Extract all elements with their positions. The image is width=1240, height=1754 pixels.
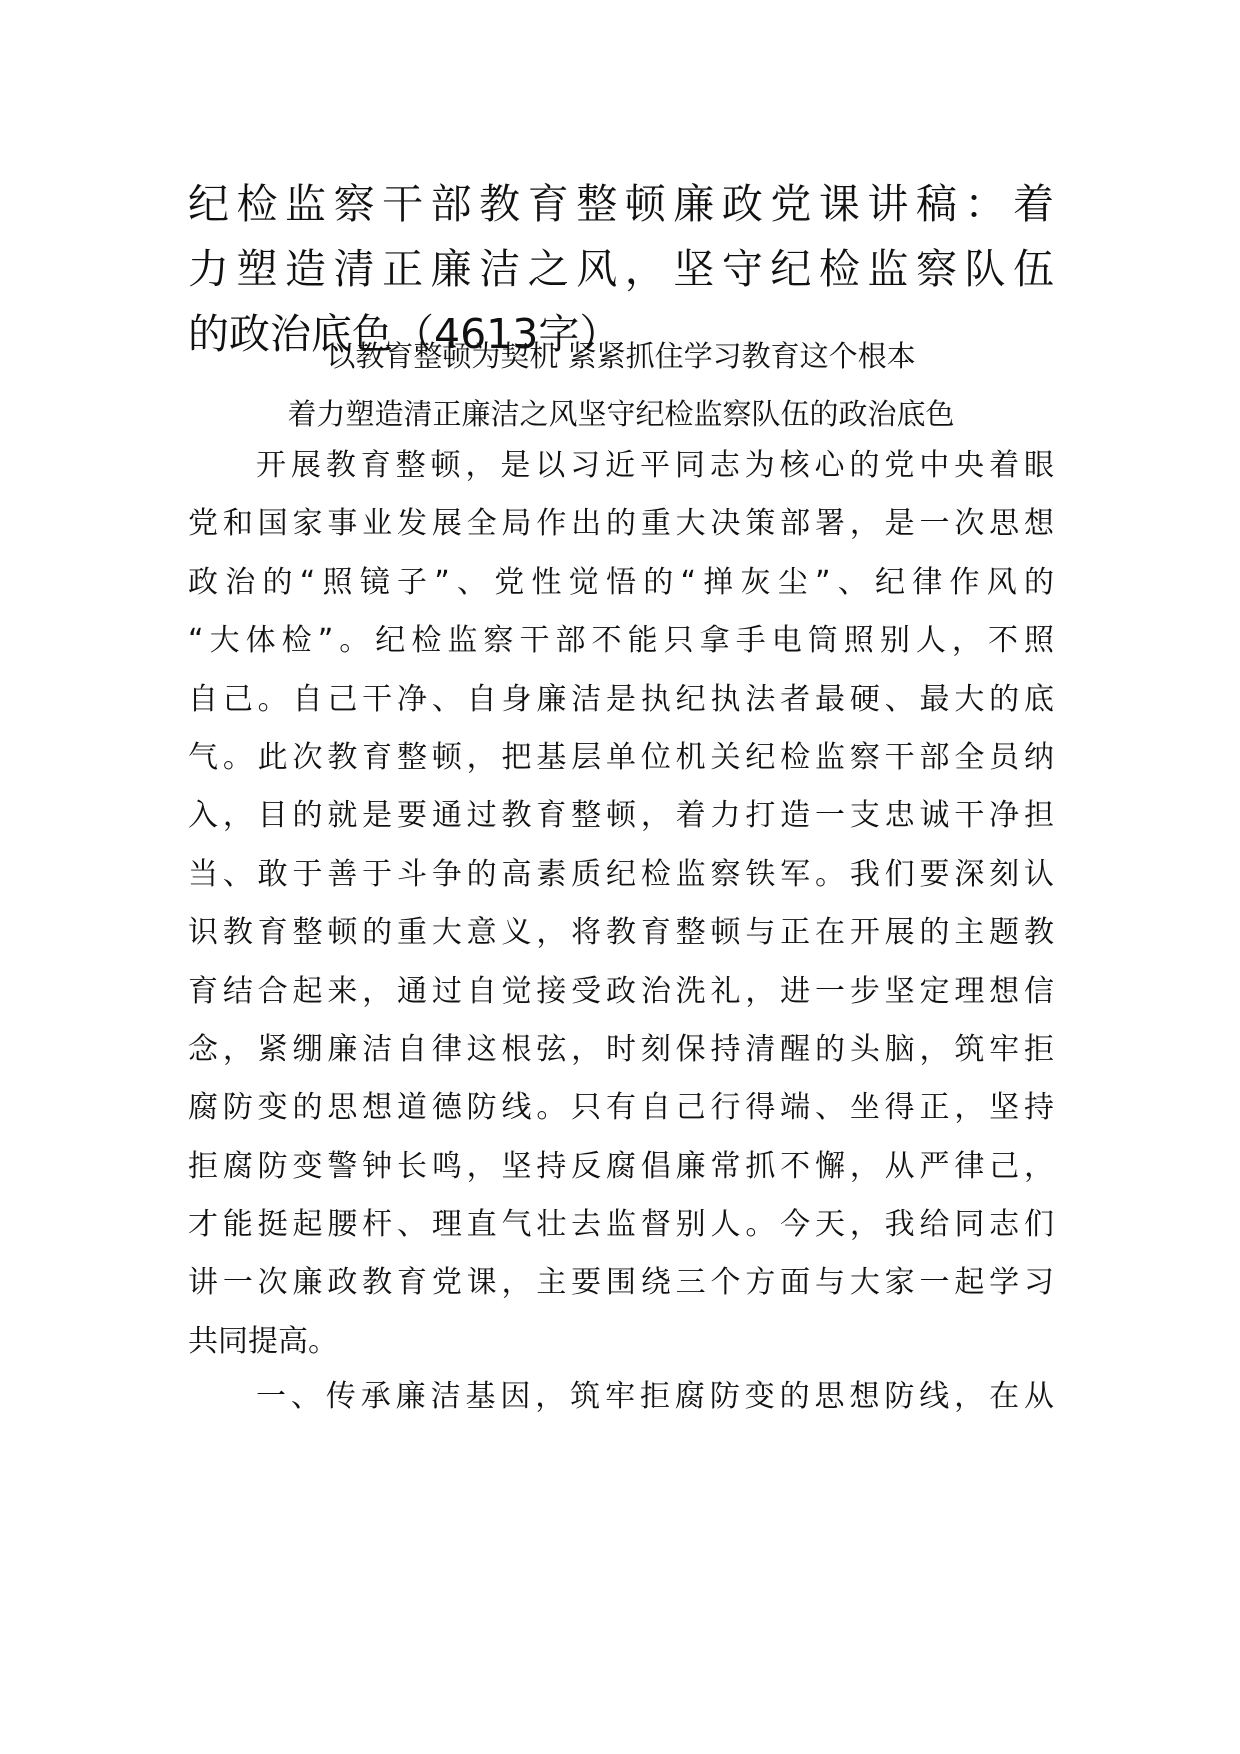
body-line: 拒腐防变警钟长鸣，坚持反腐倡廉常抓不懈，从严律己， xyxy=(188,1148,1054,1184)
body-line: 讲一次廉政教育党课，主要围绕三个方面与大家一起学习 xyxy=(188,1265,1054,1301)
body-line: 自己。自己干净、自身廉洁是执纪执法者最硬、最大的底 xyxy=(188,681,1054,717)
body-line: 识教育整顿的重大意义，将教育整顿与正在开展的主题教 xyxy=(188,915,1054,951)
body-line: 共同提高。 xyxy=(188,1323,338,1359)
title-line: 的政治底色（4613字） xyxy=(188,310,621,358)
title-line: 纪检监察干部教育整顿廉政党课讲稿：着 xyxy=(188,180,1054,228)
body-line: 当、敢于善于斗争的高素质纪检监察铁军。我们要深刻认 xyxy=(188,856,1054,892)
body-line: 腐防变的思想道德防线。只有自己行得端、坐得正，坚持 xyxy=(188,1090,1054,1126)
body-line: “大体检”。纪检监察干部不能只拿手电筒照别人，不照 xyxy=(188,623,1054,659)
body-line: 念，紧绷廉洁自律这根弦，时刻保持清醒的头脑，筑牢拒 xyxy=(188,1031,1054,1067)
body-line: 气。此次教育整顿，把基层单位机关纪检监察干部全员纳 xyxy=(188,739,1054,775)
subtitle-2: 着力塑造清正廉洁之风坚守纪检监察队伍的政治底色 xyxy=(287,397,955,431)
body-line: 入，目的就是要通过教育整顿，着力打造一支忠诚干净担 xyxy=(188,798,1054,834)
body-paragraph xyxy=(188,437,1054,1371)
body-line: 政治的“照镜子”、党性觉悟的“掸灰尘”、纪律作风的 xyxy=(188,564,1054,600)
subtitle-1: 以教育整顿为契机 紧紧抓住学习教育这个根本 xyxy=(326,339,916,373)
title-line: 力塑造清正廉洁之风，坚守纪检监察队伍 xyxy=(188,245,1054,293)
section-heading: 一、传承廉洁基因，筑牢拒腐防变的思想防线，在从 xyxy=(256,1379,1054,1414)
body-line: 开展教育整顿，是以习近平同志为核心的党中央着眼 xyxy=(256,448,1054,483)
body-line: 党和国家事业发展全局作出的重大决策部署，是一次思想 xyxy=(188,506,1054,542)
body-line: 才能挺起腰杆、理直气壮去监督别人。今天，我给同志们 xyxy=(188,1207,1054,1243)
body-line: 育结合起来，通过自觉接受政治洗礼，进一步坚定理想信 xyxy=(188,973,1054,1009)
